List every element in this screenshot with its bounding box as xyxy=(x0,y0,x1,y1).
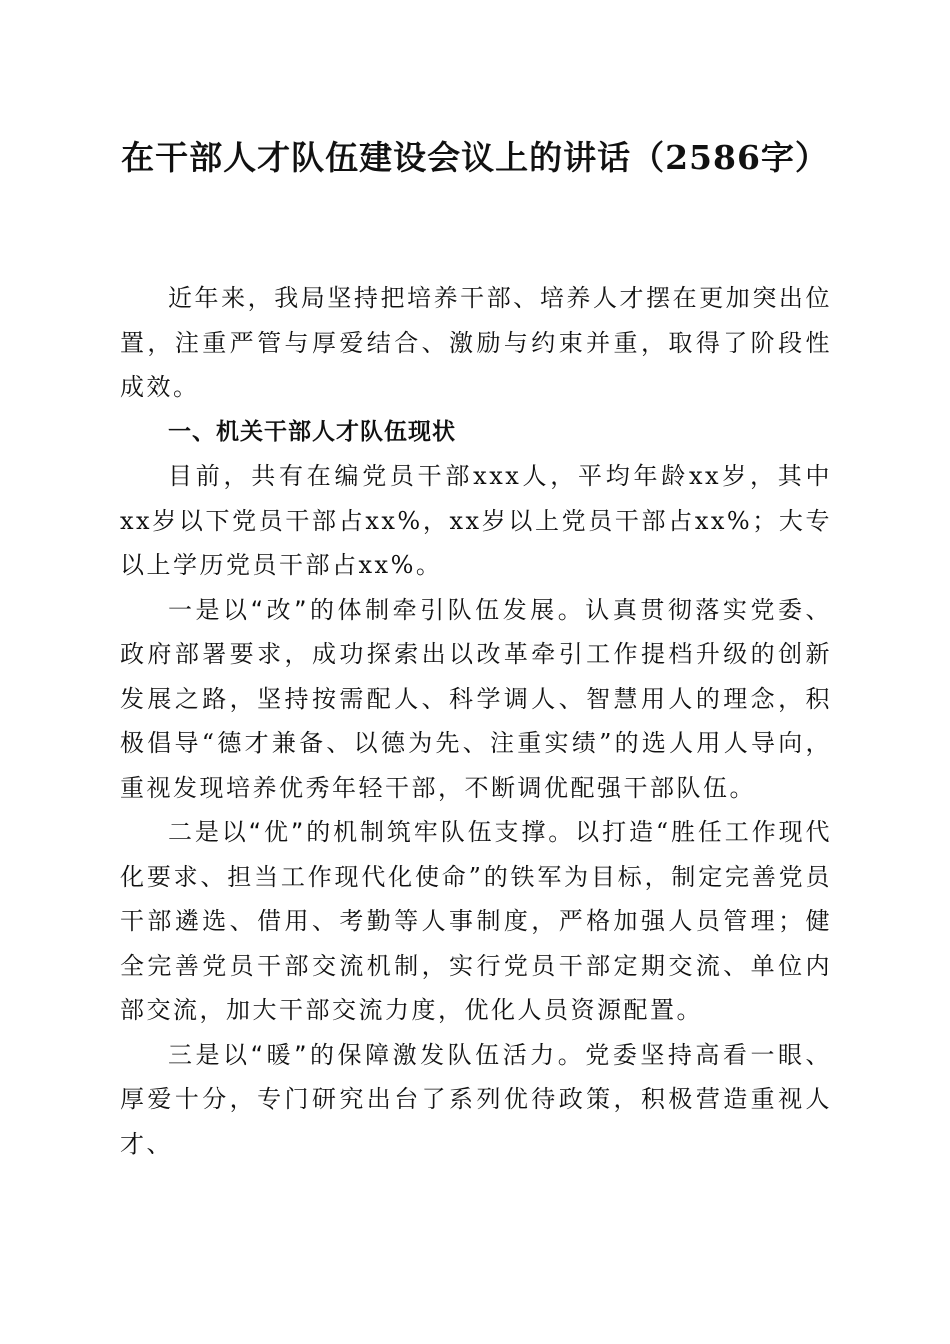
point-text-3: 党委坚持高看一眼、厚爱十分，专门研究出台了系列优待政策，积极营造重视人才、 xyxy=(120,1040,833,1158)
document-body xyxy=(120,276,832,1166)
point-paragraph-2 xyxy=(120,810,832,1033)
point-text-2: 以打造“胜任工作现代化要求、担当工作现代化使命”的铁军为目标，制定完善党员干部遴选、借用、考勤等人事制度，严格加强人员管理；健全完善党员干部交流机制，实行党员干部定期交流、单位内部交流，加大干部交流力度，优化人员资源配置。 xyxy=(120,818,832,1024)
point-paragraph-1 xyxy=(120,588,832,811)
point-paragraph-3 xyxy=(120,1033,832,1167)
point-lead-3: 三是以“暖”的保障激发队伍活力。 xyxy=(168,1040,586,1069)
stats-paragraph: 目前，共有在编党员干部xxx人，平均年龄xx岁，其中xx岁以下党员干部占xx%，xx岁以上党员干部占xx%；大专以上学历党员干部占xx%。 xyxy=(120,462,832,579)
point-lead-2: 二是以“优”的机制筑牢队伍支撑。 xyxy=(168,818,576,846)
point-text-1: 认真贯彻落实党委、政府部署要求，成功探索出以改革牵引工作提档升级的创新发展之路，坚持按需配人、科学调人、智慧用人的理念，积极倡导“德才兼备、以德为先、注重实绩”的选人用人导向，重视发现培养优秀年轻干部，不断调优配强干部队伍。 xyxy=(120,595,833,802)
section-heading: 一、机关干部人才队伍现状 xyxy=(168,418,456,445)
document-title: 在干部人才队伍建设会议上的讲话（2586字） xyxy=(121,138,829,177)
point-lead-1: 一是以“改”的体制牵引队伍发展。 xyxy=(168,595,586,624)
intro-paragraph: 近年来，我局坚持把培养干部、培养人才摆在更加突出位置，注重严管与厚爱结合、激励与约束并重，取得了阶段性成效。 xyxy=(120,284,832,401)
